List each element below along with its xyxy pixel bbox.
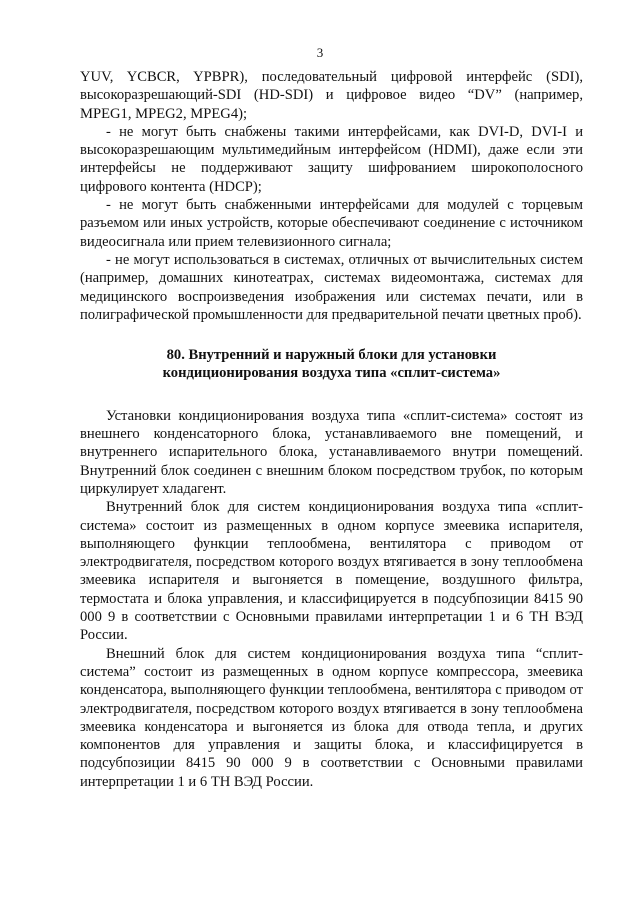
paragraph: Внутренний блок для систем кондиционирования воздуха типа «сплит-система» состоит из размещенных в одном корпусе змеевика испарителя, выполняющего функции теплообмена, вентилятора с приводом от электродвигателя, посредством которого воздух втягивается в зону теплообмена змеевика испарителя и выгоняется в помещение, воздушного фильтра, термостата и блока управления, и классифицируется в подсубпозиции 8415 90 000 9 в соответствии с Основными правилами интерпретации 1 и 6 ТН ВЭД России.: [80, 499, 583, 644]
section-heading-line: кондиционирования воздуха типа «сплит-система»: [162, 365, 501, 382]
section-heading-line: 80. Внутренний и наружный блоки для установки: [166, 347, 497, 364]
list-item: - не могут быть снабжены такими интерфейсами, как DVI-D, DVI-I и высокоразрешающим мультимедийным интерфейсом (HDMI), даже если эти интерфейсы не поддерживают защиту шифрованием широкополосного цифрового контента (HDCP);: [80, 123, 583, 195]
document-body: [80, 68, 583, 791]
list-item: - не могут использоваться в системах, отличных от вычислительных систем (например, домашних кинотеатрах, системах видеомонтажа, системах для медицинского воспроизведения изображения или системах печати, или в полиграфической промышленности для предварительной печати цветных проб).: [80, 251, 583, 323]
paragraph: YUV, YCBCR, YPBPR), последовательный цифровой интерфейс (SDI), высокоразрешающий-SDI (HD-SDI) и цифровое видео “DV” (например, MPEG1, MPEG2, MPEG4);: [80, 69, 583, 122]
paragraph: Внешний блок для систем кондиционирования воздуха типа “сплит-система” состоит из размещенных в одном корпусе компрессора, змеевика конденсатора, выполняющего функции теплообмена, вентилятора с приводом от электродвигателя, посредством которого воздух втягивается в зону теплообмена змеевика конденсатора и выгоняется из блока для отвода тепла, и других компонентов для управления и защиты блока, и классифицируется в подсубпозиции 8415 90 000 9 в соответствии с Основными правилами интерпретации 1 и 6 ТН ВЭД России.: [80, 645, 583, 790]
page-number: 3: [316, 45, 324, 60]
paragraph: Установки кондиционирования воздуха типа «сплит-система» состоят из внешнего конденсаторного блока, устанавливаемого вне помещений, и внутреннего испарительного блока, устанавливаемого внутри помещений. Внутренний блок соединен с внешним блоком посредством трубок, по которым циркулирует хладагент.: [80, 407, 583, 497]
section-heading: [80, 346, 583, 383]
list-item: - не могут быть снабженными интерфейсами для модулей с торцевым разъемом или иных устройств, которые обеспечивают соединение с источником видеосигнала или прием телевизионного сигнала;: [80, 197, 583, 250]
